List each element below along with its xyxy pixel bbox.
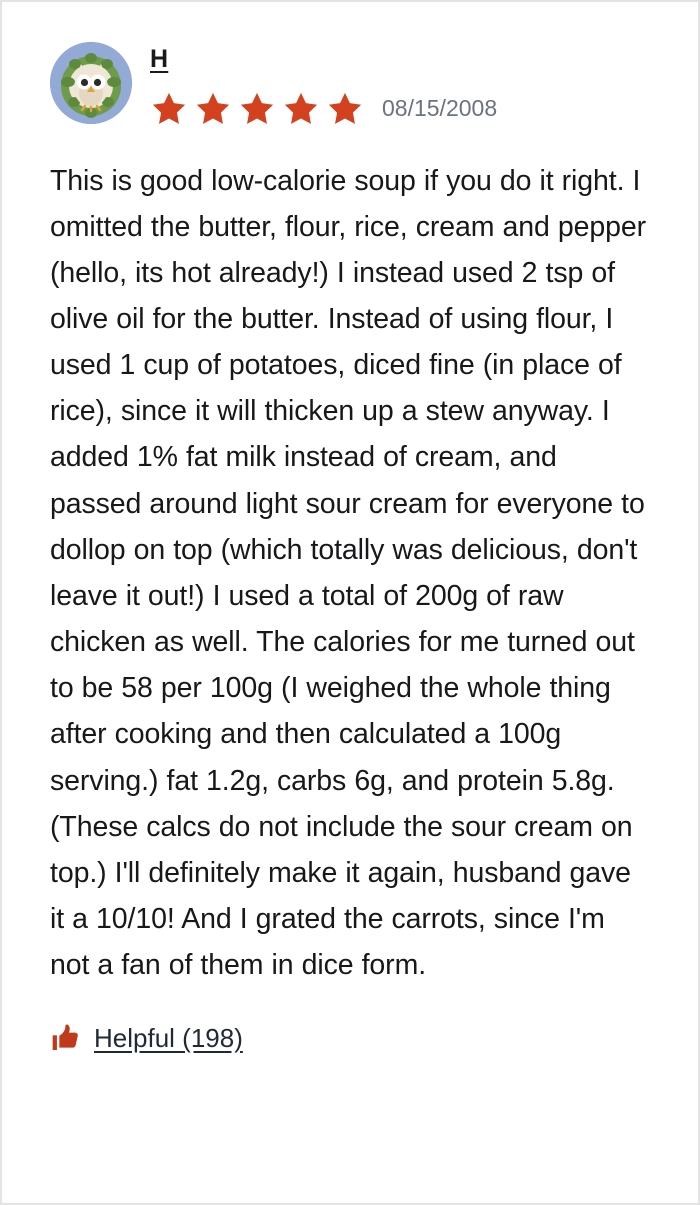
avatar[interactable]	[50, 42, 132, 124]
reviewer-name[interactable]: H	[150, 45, 169, 73]
star-rating	[150, 90, 364, 128]
review-date: 08/15/2008	[382, 95, 498, 121]
review-header	[50, 42, 650, 128]
star-icon	[194, 90, 232, 128]
owl-avatar-icon	[50, 42, 132, 124]
star-icon	[282, 90, 320, 128]
helpful-button[interactable]	[50, 1022, 243, 1054]
rating-row	[150, 90, 497, 128]
star-icon	[150, 90, 188, 128]
star-icon	[326, 90, 364, 128]
thumbs-up-icon	[50, 1022, 82, 1054]
star-icon	[238, 90, 276, 128]
helpful-label: Helpful (198)	[94, 1022, 243, 1053]
review-text: This is good low-calorie soup if you do it right. I omitted the butter, flour, rice, cream and pepper (hello, its hot already!) I instead used 2 tsp of olive oil for the butter. Instead of using flour, I used 1 cup of potatoes, diced fine (in place of rice), since it will thicken up a stew anyway. I added 1% fat milk instead of cream, and passed around light sour cream for everyone to dollop on top (which totally was delicious, don't leave it out!) I used a total of 200g of raw chicken as well. The calories for me turned out to be 58 per 100g (I weighed the whole thing after cooking and then calculated a 100g serving.) fat 1.2g, carbs 6g, and protein 5.8g. (These calcs do not include the sour cream on top.) I'll definitely make it again, husband gave it a 10/10! And I grated the carrots, since I'm not a fan of them in dice form.	[50, 164, 647, 982]
review-header-text	[150, 42, 497, 128]
